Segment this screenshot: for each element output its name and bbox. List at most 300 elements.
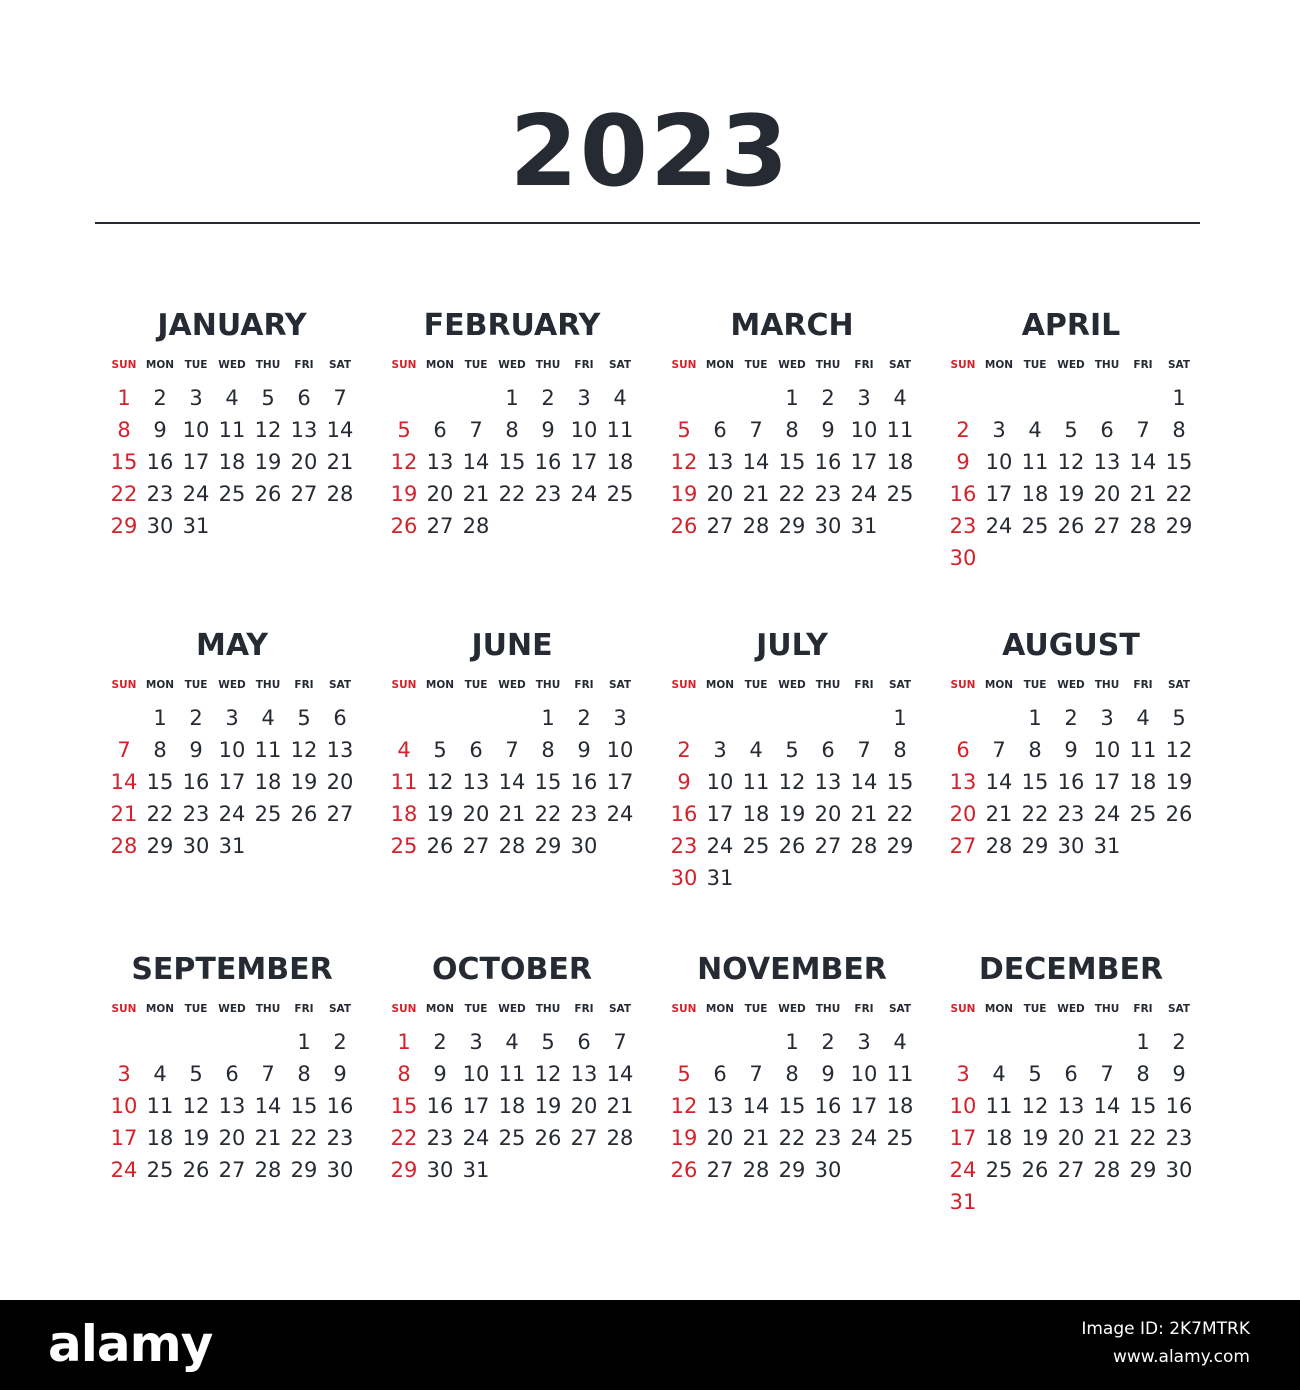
day-cell: 5 <box>189 1062 203 1086</box>
month-april <box>945 306 1197 606</box>
day-cell: 13 <box>1093 450 1121 474</box>
day-cell: 25 <box>498 1126 526 1150</box>
day-cell: 8 <box>505 418 519 442</box>
day-cell: 21 <box>1093 1126 1121 1150</box>
day-cell: 4 <box>261 706 275 730</box>
day-grid <box>386 1026 638 1186</box>
footer-bar <box>0 1300 1300 1390</box>
weekday-label: SUN <box>671 679 697 691</box>
weekday-label: THU <box>535 359 561 371</box>
day-cell: 2 <box>189 706 203 730</box>
day-cell: 18 <box>218 450 246 474</box>
day-cell: 23 <box>146 482 174 506</box>
day-cell: 30 <box>814 1158 842 1182</box>
day-cell: 14 <box>606 1062 634 1086</box>
weekday-label: FRI <box>294 1003 314 1015</box>
day-cell: 4 <box>397 738 411 762</box>
day-cell: 14 <box>462 450 490 474</box>
day-cell: 19 <box>390 482 418 506</box>
day-cell: 23 <box>182 802 210 826</box>
day-cell: 29 <box>1021 834 1049 858</box>
day-cell: 24 <box>949 1158 977 1182</box>
day-cell: 4 <box>153 1062 167 1086</box>
day-cell: 31 <box>850 514 878 538</box>
day-cell: 8 <box>893 738 907 762</box>
day-cell: 15 <box>778 450 806 474</box>
month-name: APRIL <box>1021 308 1121 343</box>
weekday-label: SAT <box>888 679 912 691</box>
day-cell: 18 <box>985 1126 1013 1150</box>
day-cell: 18 <box>606 450 634 474</box>
day-cell: 17 <box>218 770 246 794</box>
day-cell: 3 <box>613 706 627 730</box>
day-cell: 19 <box>534 1094 562 1118</box>
day-cell: 30 <box>670 866 698 890</box>
weekday-label: TUE <box>464 679 488 691</box>
day-cell: 12 <box>1057 450 1085 474</box>
weekday-label: SAT <box>608 679 632 691</box>
day-cell: 13 <box>462 770 490 794</box>
day-cell: 5 <box>677 1062 691 1086</box>
day-cell: 26 <box>182 1158 210 1182</box>
day-cell: 30 <box>182 834 210 858</box>
day-cell: 15 <box>390 1094 418 1118</box>
day-cell: 18 <box>886 450 914 474</box>
weekday-label: WED <box>218 359 246 371</box>
day-cell: 24 <box>850 482 878 506</box>
weekday-header <box>386 358 638 372</box>
day-cell: 23 <box>949 514 977 538</box>
weekday-header <box>386 678 638 692</box>
day-cell: 26 <box>290 802 318 826</box>
day-grid <box>106 1026 358 1186</box>
day-cell: 17 <box>985 482 1013 506</box>
day-cell: 3 <box>577 386 591 410</box>
day-cell: 16 <box>182 770 210 794</box>
day-cell: 7 <box>333 386 347 410</box>
weekday-label: FRI <box>1133 1003 1153 1015</box>
day-cell: 28 <box>985 834 1013 858</box>
month-name: DECEMBER <box>978 952 1164 987</box>
day-cell: 10 <box>218 738 246 762</box>
day-cell: 31 <box>182 514 210 538</box>
weekday-label: MON <box>705 1003 735 1015</box>
day-cell: 12 <box>534 1062 562 1086</box>
day-cell: 3 <box>956 1062 970 1086</box>
weekday-header <box>106 1002 358 1016</box>
month-name: OCTOBER <box>432 952 592 987</box>
day-cell: 1 <box>505 386 519 410</box>
weekday-header <box>386 1002 638 1016</box>
day-cell: 27 <box>814 834 842 858</box>
day-cell: 7 <box>749 418 763 442</box>
weekday-label: TUE <box>464 359 488 371</box>
day-cell: 2 <box>153 386 167 410</box>
weekday-label: WED <box>778 359 806 371</box>
day-cell: 28 <box>606 1126 634 1150</box>
month-december <box>945 950 1197 1250</box>
day-cell: 10 <box>1093 738 1121 762</box>
month-name: JULY <box>756 628 828 663</box>
day-cell: 17 <box>850 1094 878 1118</box>
weekday-label: THU <box>535 1003 561 1015</box>
day-cell: 15 <box>1165 450 1193 474</box>
day-cell: 2 <box>956 418 970 442</box>
day-cell: 6 <box>333 706 347 730</box>
month-name: FEBRUARY <box>423 308 601 343</box>
day-cell: 30 <box>426 1158 454 1182</box>
day-cell: 2 <box>541 386 555 410</box>
day-cell: 11 <box>985 1094 1013 1118</box>
day-cell: 16 <box>146 450 174 474</box>
weekday-label: SUN <box>671 1003 697 1015</box>
month-june <box>386 626 638 926</box>
day-cell: 29 <box>290 1158 318 1182</box>
month-name: AUGUST <box>1002 628 1140 663</box>
weekday-label: WED <box>498 359 526 371</box>
day-cell: 12 <box>426 770 454 794</box>
day-cell: 13 <box>426 450 454 474</box>
weekday-label: THU <box>535 679 561 691</box>
day-cell: 19 <box>670 1126 698 1150</box>
month-name: JUNE <box>471 628 553 663</box>
day-cell: 14 <box>850 770 878 794</box>
day-cell: 30 <box>570 834 598 858</box>
day-cell: 29 <box>886 834 914 858</box>
day-cell: 28 <box>1129 514 1157 538</box>
day-cell: 22 <box>1165 482 1193 506</box>
day-cell: 18 <box>390 802 418 826</box>
day-cell: 25 <box>886 1126 914 1150</box>
day-cell: 22 <box>1129 1126 1157 1150</box>
weekday-label: SAT <box>608 359 632 371</box>
day-cell: 22 <box>146 802 174 826</box>
day-cell: 14 <box>498 770 526 794</box>
weekday-label: THU <box>815 359 841 371</box>
day-cell: 6 <box>713 1062 727 1086</box>
day-cell: 16 <box>814 1094 842 1118</box>
day-cell: 7 <box>749 1062 763 1086</box>
day-cell: 8 <box>785 1062 799 1086</box>
day-cell: 30 <box>814 514 842 538</box>
day-cell: 21 <box>742 482 770 506</box>
day-cell: 24 <box>110 1158 138 1182</box>
day-cell: 20 <box>814 802 842 826</box>
weekday-label: THU <box>815 1003 841 1015</box>
weekday-label: TUE <box>744 679 768 691</box>
day-cell: 11 <box>146 1094 174 1118</box>
weekday-label: MON <box>145 679 175 691</box>
day-cell: 31 <box>218 834 246 858</box>
day-cell: 20 <box>326 770 354 794</box>
day-cell: 22 <box>390 1126 418 1150</box>
day-grid <box>945 1026 1197 1218</box>
day-cell: 17 <box>706 802 734 826</box>
weekday-label: SUN <box>391 679 417 691</box>
day-cell: 21 <box>985 802 1013 826</box>
day-cell: 26 <box>778 834 806 858</box>
day-cell: 23 <box>326 1126 354 1150</box>
day-cell: 2 <box>433 1030 447 1054</box>
day-cell: 8 <box>397 1062 411 1086</box>
day-cell: 12 <box>390 450 418 474</box>
weekday-header <box>666 678 918 692</box>
weekday-label: THU <box>1094 679 1120 691</box>
day-cell: 22 <box>110 482 138 506</box>
day-cell: 27 <box>706 514 734 538</box>
weekday-header <box>666 1002 918 1016</box>
day-cell: 8 <box>541 738 555 762</box>
day-cell: 13 <box>570 1062 598 1086</box>
day-cell: 14 <box>254 1094 282 1118</box>
day-cell: 9 <box>153 418 167 442</box>
day-cell: 14 <box>1129 450 1157 474</box>
day-cell: 5 <box>785 738 799 762</box>
day-cell: 12 <box>254 418 282 442</box>
day-cell: 16 <box>1165 1094 1193 1118</box>
day-cell: 14 <box>742 1094 770 1118</box>
weekday-header <box>945 678 1197 692</box>
day-cell: 29 <box>1165 514 1193 538</box>
day-cell: 9 <box>956 450 970 474</box>
weekday-label: THU <box>255 1003 281 1015</box>
day-cell: 5 <box>677 418 691 442</box>
day-cell: 24 <box>706 834 734 858</box>
day-grid <box>666 382 918 542</box>
weekday-label: WED <box>778 1003 806 1015</box>
month-name: JANUARY <box>157 308 307 343</box>
day-cell: 27 <box>326 802 354 826</box>
day-cell: 5 <box>297 706 311 730</box>
day-cell: 9 <box>677 770 691 794</box>
weekday-label: MON <box>425 359 455 371</box>
day-cell: 21 <box>1129 482 1157 506</box>
day-cell: 13 <box>949 770 977 794</box>
day-cell: 3 <box>857 1030 871 1054</box>
day-cell: 30 <box>949 546 977 570</box>
day-cell: 21 <box>606 1094 634 1118</box>
day-cell: 24 <box>985 514 1013 538</box>
month-march <box>666 306 918 606</box>
weekday-label: TUE <box>744 359 768 371</box>
day-grid <box>106 382 358 542</box>
day-cell: 27 <box>290 482 318 506</box>
day-cell: 17 <box>949 1126 977 1150</box>
day-cell: 22 <box>778 482 806 506</box>
day-cell: 5 <box>1028 1062 1042 1086</box>
day-cell: 18 <box>254 770 282 794</box>
day-cell: 26 <box>670 514 698 538</box>
day-cell: 20 <box>949 802 977 826</box>
weekday-label: MON <box>145 359 175 371</box>
day-cell: 31 <box>949 1190 977 1214</box>
day-cell: 25 <box>985 1158 1013 1182</box>
day-cell: 19 <box>670 482 698 506</box>
day-cell: 19 <box>426 802 454 826</box>
month-name: MARCH <box>730 308 854 343</box>
day-grid <box>666 702 918 894</box>
month-may <box>106 626 358 926</box>
day-cell: 2 <box>677 738 691 762</box>
day-cell: 24 <box>182 482 210 506</box>
day-cell: 11 <box>606 418 634 442</box>
day-cell: 3 <box>469 1030 483 1054</box>
day-cell: 11 <box>886 418 914 442</box>
day-cell: 2 <box>1172 1030 1186 1054</box>
weekday-label: MON <box>145 1003 175 1015</box>
weekday-label: TUE <box>744 1003 768 1015</box>
day-cell: 5 <box>541 1030 555 1054</box>
weekday-header <box>106 678 358 692</box>
day-cell: 3 <box>713 738 727 762</box>
day-cell: 22 <box>778 1126 806 1150</box>
day-cell: 18 <box>498 1094 526 1118</box>
weekday-label: FRI <box>1133 359 1153 371</box>
day-cell: 15 <box>534 770 562 794</box>
day-cell: 2 <box>821 386 835 410</box>
day-grid <box>945 382 1197 574</box>
day-cell: 24 <box>218 802 246 826</box>
day-cell: 9 <box>821 418 835 442</box>
day-cell: 27 <box>1093 514 1121 538</box>
day-cell: 29 <box>778 514 806 538</box>
day-cell: 1 <box>297 1030 311 1054</box>
day-cell: 7 <box>469 418 483 442</box>
day-cell: 29 <box>390 1158 418 1182</box>
weekday-label: MON <box>425 679 455 691</box>
day-cell: 22 <box>290 1126 318 1150</box>
day-cell: 14 <box>326 418 354 442</box>
day-cell: 13 <box>706 450 734 474</box>
day-cell: 11 <box>1129 738 1157 762</box>
weekday-label: FRI <box>854 359 874 371</box>
day-cell: 7 <box>857 738 871 762</box>
day-cell: 8 <box>117 418 131 442</box>
day-cell: 18 <box>742 802 770 826</box>
day-cell: 13 <box>814 770 842 794</box>
day-cell: 29 <box>1129 1158 1157 1182</box>
day-cell: 8 <box>785 418 799 442</box>
day-cell: 19 <box>1057 482 1085 506</box>
weekday-label: SUN <box>950 1003 976 1015</box>
day-cell: 15 <box>1129 1094 1157 1118</box>
month-october <box>386 950 638 1250</box>
day-cell: 7 <box>1136 418 1150 442</box>
day-cell: 26 <box>1021 1158 1049 1182</box>
day-cell: 7 <box>505 738 519 762</box>
divider-line <box>95 222 1200 224</box>
day-cell: 6 <box>1064 1062 1078 1086</box>
day-cell: 6 <box>577 1030 591 1054</box>
weekday-label: FRI <box>574 359 594 371</box>
month-name: SEPTEMBER <box>131 952 333 987</box>
day-cell: 15 <box>886 770 914 794</box>
brand-logo: alamy <box>48 1315 213 1373</box>
day-cell: 16 <box>534 450 562 474</box>
day-cell: 7 <box>992 738 1006 762</box>
day-cell: 14 <box>1093 1094 1121 1118</box>
day-cell: 9 <box>333 1062 347 1086</box>
day-cell: 6 <box>297 386 311 410</box>
weekday-label: TUE <box>184 1003 208 1015</box>
day-cell: 28 <box>742 514 770 538</box>
day-cell: 20 <box>290 450 318 474</box>
day-cell: 25 <box>146 1158 174 1182</box>
day-cell: 16 <box>426 1094 454 1118</box>
day-cell: 23 <box>1057 802 1085 826</box>
day-grid <box>666 1026 918 1186</box>
day-cell: 14 <box>110 770 138 794</box>
day-cell: 15 <box>146 770 174 794</box>
day-cell: 19 <box>182 1126 210 1150</box>
day-cell: 25 <box>606 482 634 506</box>
day-cell: 19 <box>1165 770 1193 794</box>
weekday-label: FRI <box>1133 679 1153 691</box>
weekday-label: SAT <box>1167 1003 1191 1015</box>
day-cell: 20 <box>706 1126 734 1150</box>
day-cell: 3 <box>117 1062 131 1086</box>
day-cell: 4 <box>893 1030 907 1054</box>
day-cell: 13 <box>218 1094 246 1118</box>
day-cell: 8 <box>1028 738 1042 762</box>
day-grid <box>945 702 1197 862</box>
day-cell: 19 <box>1021 1126 1049 1150</box>
weekday-label: SAT <box>888 1003 912 1015</box>
day-cell: 10 <box>462 1062 490 1086</box>
day-cell: 31 <box>1093 834 1121 858</box>
day-grid <box>386 702 638 862</box>
day-cell: 28 <box>850 834 878 858</box>
weekday-label: THU <box>1094 1003 1120 1015</box>
day-cell: 11 <box>742 770 770 794</box>
day-cell: 17 <box>606 770 634 794</box>
weekday-header <box>666 358 918 372</box>
weekday-label: TUE <box>1023 1003 1047 1015</box>
day-cell: 15 <box>1021 770 1049 794</box>
day-cell: 28 <box>110 834 138 858</box>
day-cell: 27 <box>1057 1158 1085 1182</box>
day-cell: 26 <box>1057 514 1085 538</box>
day-cell: 29 <box>534 834 562 858</box>
day-cell: 18 <box>886 1094 914 1118</box>
day-cell: 20 <box>706 482 734 506</box>
day-cell: 2 <box>333 1030 347 1054</box>
day-cell: 1 <box>397 1030 411 1054</box>
day-cell: 3 <box>992 418 1006 442</box>
weekday-label: WED <box>218 1003 246 1015</box>
day-cell: 23 <box>1165 1126 1193 1150</box>
day-cell: 17 <box>570 450 598 474</box>
day-cell: 13 <box>290 418 318 442</box>
day-cell: 9 <box>1064 738 1078 762</box>
day-cell: 26 <box>254 482 282 506</box>
day-cell: 19 <box>254 450 282 474</box>
day-cell: 12 <box>778 770 806 794</box>
day-cell: 6 <box>469 738 483 762</box>
day-cell: 6 <box>713 418 727 442</box>
weekday-label: TUE <box>1023 359 1047 371</box>
weekday-label: WED <box>778 679 806 691</box>
day-cell: 26 <box>390 514 418 538</box>
day-cell: 23 <box>426 1126 454 1150</box>
day-cell: 4 <box>1028 418 1042 442</box>
day-cell: 14 <box>742 450 770 474</box>
day-cell: 28 <box>254 1158 282 1182</box>
weekday-label: SAT <box>1167 679 1191 691</box>
day-cell: 20 <box>462 802 490 826</box>
weekday-label: WED <box>1057 679 1085 691</box>
weekday-label: SUN <box>391 359 417 371</box>
